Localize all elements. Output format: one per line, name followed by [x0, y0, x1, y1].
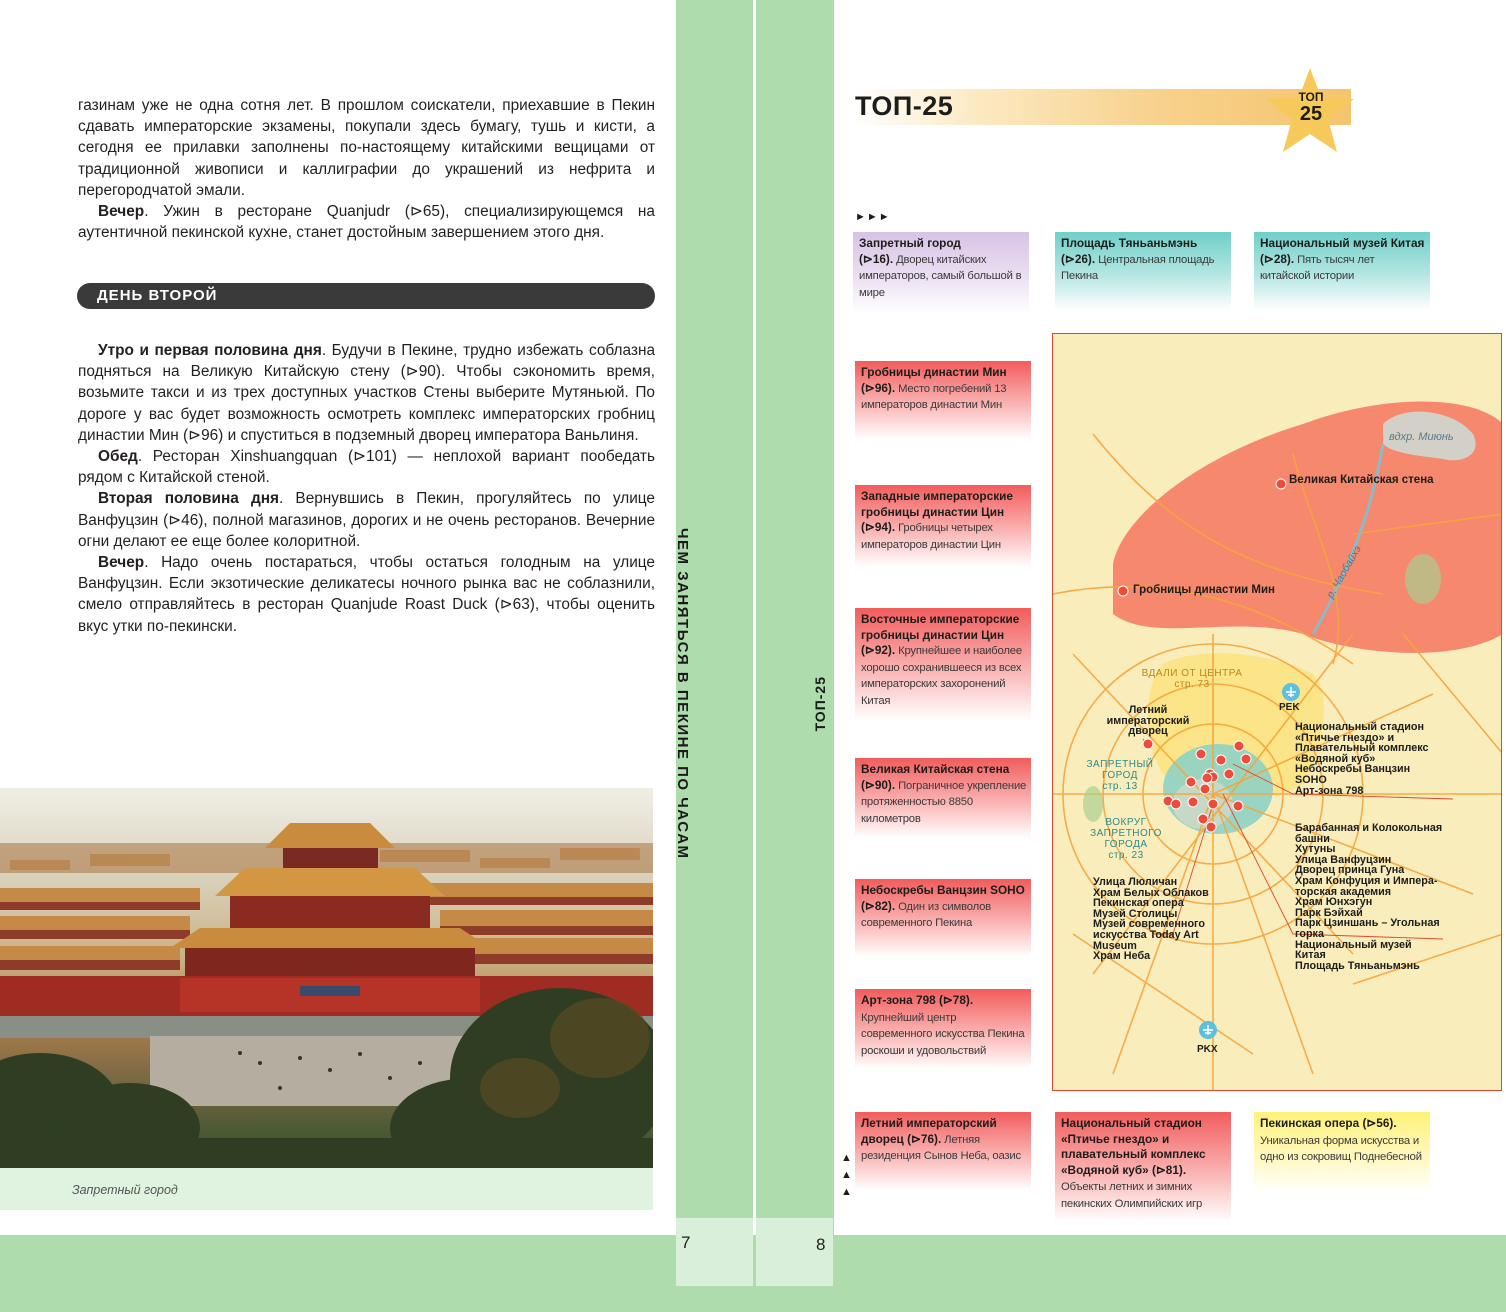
- zone-far-page: стр. 73: [1174, 679, 1210, 690]
- arrows-up-text: ▲▲▲: [841, 1152, 852, 1198]
- card-title: Арт-зона 798: [861, 993, 936, 1007]
- morning-text: . Будучи в Пекине, трудно избежать соблазна подняться на Великую Китайскую стену (⊳90). Чтобы сэкономить время, возьмите такси и из трех доступных участков Стены выберите Мутяньюй. По дороге у вас будет возможность осмотреть комплекс императорских гробниц династии Мин (⊳96) и спуститься в подземный дворец императора Ваньлиня.: [78, 342, 655, 444]
- card-desc: Дворец китайских императоров, самый большой в мире: [859, 253, 1022, 299]
- card-desc: Пограничное укрепление протяженностью 8850 километров: [861, 779, 1027, 825]
- badge-25: 25: [1299, 103, 1323, 125]
- zone-far-title: ВДАЛИ ОТ ЦЕНТРА: [1141, 668, 1243, 679]
- card-desc: Один из символов современного Пекина: [861, 900, 991, 929]
- left-page-number: 7: [681, 1233, 691, 1252]
- card-title: Западные императорские гробницы династии Цин: [861, 489, 1013, 519]
- lunch-label: Обед: [98, 448, 138, 466]
- left-spine-label: ЧЕМ ЗАНЯТЬСЯ В ПЕКИНЕ ПО ЧАСАМ: [674, 528, 691, 860]
- arrows-up-icon: [838, 1150, 852, 1201]
- card-desc: Центральная площадь Пекина: [1061, 253, 1215, 282]
- card-title: Небоскребы Ванцзин SOHO: [861, 883, 1025, 897]
- evening-label: Вечер: [98, 203, 145, 221]
- card-tiananmen[interactable]: [1055, 232, 1231, 310]
- card-ref: (⊳90).: [861, 777, 896, 792]
- ming-tombs-map-label: Гробницы династии Мин: [1133, 584, 1276, 596]
- card-desc: Уникальная форма искусства и одно из сокровищ Поднебесной: [1260, 1134, 1422, 1163]
- zone-forbidden-title: ЗАПРЕТНЫЙ ГОРОД: [1086, 759, 1154, 781]
- card-ref: (⊳92).: [861, 643, 896, 657]
- zone-far-label: [1127, 668, 1257, 690]
- afternoon-label: Вторая половина дня: [98, 490, 279, 508]
- card-desc: Крупнейшее и наиболее хорошо сохранившееся из всех императорских захоронений Китая: [861, 645, 1022, 707]
- evening2-text: . Надо очень постараться, чтобы остаться голодным на улице Ванфуцзин. Если экзотические деликатесы ночного рынка вас не соблазнили, смело отправляйтесь в ресторан Quanjude Roast Duck (⊳63), чтобы оценить вкус утки по-пекински.: [78, 554, 655, 635]
- card-art-zone-798[interactable]: [855, 989, 1031, 1069]
- evening-text: . Ужин в ресторане Quanjudr (⊳65), специализирующемся на аутентичной пекинской кухне, станет достойным завершением этого дня.: [78, 203, 655, 242]
- card-title: Гробницы династии Мин: [861, 365, 1007, 379]
- top25-title: ТОП-25: [855, 91, 954, 121]
- lunch-text: . Ресторан Xinshuangquan (⊳101) — неплохой вариант пообедать рядом с Китайской стеной.: [78, 448, 655, 487]
- arrows-right-icon: ►►►: [855, 211, 891, 223]
- morning-label: Утро и первая половина дня: [98, 342, 322, 359]
- zone-around-title: ВОКРУГ ЗАПРЕТНОГО ГОРОДА: [1090, 817, 1162, 850]
- day-two-text-block: [78, 340, 655, 637]
- river-label: р. Чаобайхэ: [1324, 543, 1364, 601]
- card-desc: Объекты летних и зимних пекинских Олимпийских игр: [1061, 1181, 1203, 1210]
- pek-label: PEK: [1279, 702, 1300, 713]
- card-ref: (⊳81).: [1148, 1162, 1187, 1177]
- evening2-label: Вечер: [98, 554, 145, 572]
- paragraph-lunch: [78, 446, 655, 488]
- right-page-number: 8: [816, 1235, 826, 1254]
- zone-around-page: стр. 23: [1108, 850, 1144, 861]
- card-ref: (⊳28).: [1260, 251, 1295, 266]
- right-spine: [756, 0, 834, 1235]
- paragraph-evening-1: [78, 201, 655, 243]
- card-title: Восточные императорские гробницы династии Цин: [861, 612, 1020, 642]
- card-summer-palace[interactable]: [855, 1112, 1031, 1190]
- card-desc: Пять тысяч лет китайской истории: [1260, 253, 1375, 282]
- card-ref: (⊳16).: [859, 251, 894, 266]
- reservoir-label: вдхр. Миюнь: [1389, 431, 1454, 443]
- airport-pek-icon: [1282, 683, 1300, 701]
- card-ref: (⊳82).: [861, 898, 896, 913]
- bottom-band: [0, 1235, 1506, 1312]
- zone-forbidden-page: стр. 13: [1102, 781, 1138, 792]
- afternoon-text: . Вернувшись в Пекин, прогуляйтесь по улице Ванфуцзин (⊳46), полной магазинов, дорогих и не очень ресторанов. Вечерние огни делают ее еще более колоритной.: [78, 490, 655, 550]
- card-ref: (⊳76).: [903, 1131, 942, 1146]
- intro-text-block: [78, 95, 655, 243]
- card-eastern-qing-tombs[interactable]: [855, 608, 1031, 720]
- card-desc: Крупнейший центр современного искусства Пекина роскоши и удовольствий: [861, 1011, 1025, 1057]
- paragraph-shops: газинам уже не одна сотня лет. В прошлом соискатели, приехавшие в Пекин сдавать императорские экзамены, покупали здесь бумагу, тушь и кисти, а сегодня ее прилавки заполнены по-настоящему китайскими вещицами от традиционной живописи и каллиграфии до украшений из нефрита и перегородчатой эмали.: [78, 97, 655, 199]
- paragraph-afternoon: [78, 488, 655, 552]
- zone-around-label: [1081, 817, 1171, 861]
- card-title: Пекинская опера: [1260, 1116, 1360, 1130]
- paragraph-evening-2: [78, 552, 655, 637]
- map-list-east: Барабанная и Колокольная башни Хутуны Улица Ванфуцзин Дворец принца Гуна Храм Конфуция и Импера- торская академия Храм Юнхэгун Парк Бэйхай Парк Цзиншань – Угольная горка Национальный музей Китая Площадь Тяньаньмэнь: [1295, 822, 1443, 972]
- card-title: Национальный стадион «Птичье гнездо» и плавательный комплекс «Водяной куб»: [1061, 1116, 1206, 1177]
- great-wall-map-label: Великая Китайская стена: [1289, 474, 1434, 486]
- map-list-northeast: Национальный стадион «Птичье гнездо» и Плавательный комплекс «Водяной куб» Небоскребы Ванцзин SOHO Арт-зона 798: [1295, 721, 1429, 797]
- card-peking-opera[interactable]: [1254, 1112, 1430, 1192]
- card-forbidden-city[interactable]: [853, 232, 1029, 314]
- card-wangjing-soho[interactable]: [855, 879, 1031, 957]
- card-ming-tombs[interactable]: [855, 361, 1031, 439]
- day-two-heading: ДЕНЬ ВТОРОЙ: [77, 283, 655, 309]
- card-ref: (⊳26).: [1061, 251, 1096, 266]
- card-desc: Место погребений 13 императоров династии Мин: [861, 382, 1007, 411]
- card-ref: (⊳94).: [861, 520, 896, 534]
- card-title: Летний императорский дворец: [861, 1116, 997, 1146]
- forbidden-city-illustration: [0, 788, 653, 1168]
- forbidden-city-photo: [0, 788, 653, 1168]
- card-desc: Летняя резиденция Сынов Неба, оазис: [861, 1133, 1021, 1162]
- card-ref: (⊳78).: [935, 993, 974, 1007]
- summer-palace-map-label: Летний императорский дворец: [1106, 704, 1190, 738]
- paragraph-morning: [78, 340, 655, 446]
- card-ref: (⊳96).: [861, 380, 896, 395]
- card-national-museum[interactable]: [1254, 232, 1430, 310]
- photo-caption: Запретный город: [72, 1183, 178, 1197]
- card-title: Национальный музей Китая: [1260, 236, 1425, 250]
- card-great-wall[interactable]: [855, 758, 1031, 838]
- zone-forbidden-label: [1075, 759, 1165, 792]
- card-birds-nest[interactable]: [1055, 1112, 1231, 1222]
- badge-top: ТОП: [1298, 90, 1324, 104]
- airport-pkx-icon: [1199, 1021, 1217, 1039]
- pkx-label: PKX: [1197, 1044, 1218, 1055]
- right-spine-label: ТОП-25: [812, 676, 828, 732]
- beijing-map: [1052, 333, 1502, 1091]
- card-title: Великая Китайская стена: [861, 762, 1010, 776]
- card-western-qing-tombs[interactable]: [855, 485, 1031, 567]
- card-desc: Гробницы четырех императоров династии Цин: [861, 522, 1001, 551]
- card-title: Площадь Тяньаньмэнь: [1061, 236, 1198, 250]
- map-list-west: Улица Люличан Храм Белых Облаков Пекинская опера Музей Столицы Музей современного искусства Today Art Museum Храм Неба: [1093, 876, 1209, 963]
- card-ref: (⊳56).: [1359, 1116, 1397, 1130]
- card-title: Запретный город: [859, 236, 961, 250]
